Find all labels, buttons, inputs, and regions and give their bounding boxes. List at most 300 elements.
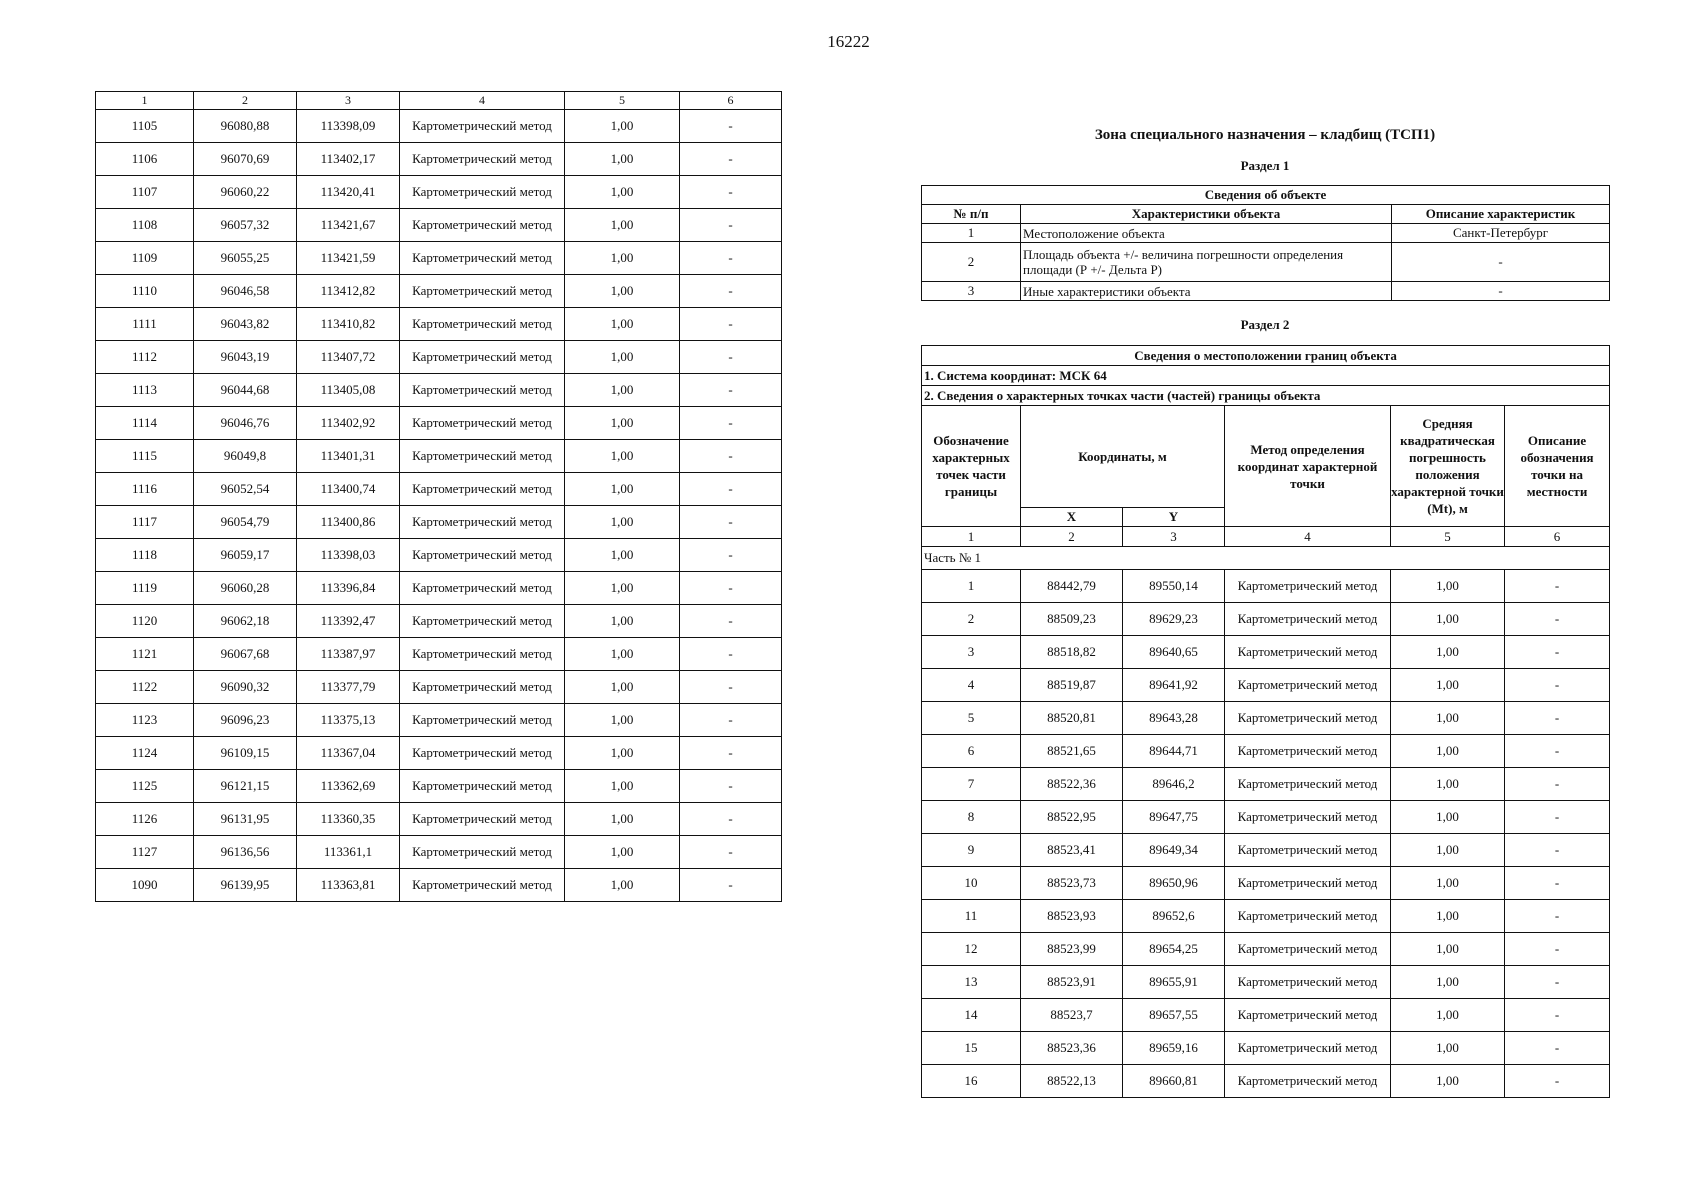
point-number: 1116 xyxy=(96,473,194,506)
method: Картометрический метод xyxy=(400,110,565,143)
error: 1,00 xyxy=(1391,900,1505,933)
method: Картометрический метод xyxy=(400,341,565,374)
description: - xyxy=(680,440,782,473)
coord-x: 96057,32 xyxy=(194,209,297,242)
error: 1,00 xyxy=(565,836,680,869)
error: 1,00 xyxy=(1391,966,1505,999)
coord-x: 96055,25 xyxy=(194,242,297,275)
coord-x: 96052,54 xyxy=(194,473,297,506)
error: 1,00 xyxy=(565,506,680,539)
coord-y: 89657,55 xyxy=(1123,999,1225,1032)
point-number: 7 xyxy=(922,768,1021,801)
coord-x: 88509,23 xyxy=(1021,603,1123,636)
points-title-row xyxy=(922,386,1610,406)
coord-y: 89644,71 xyxy=(1123,735,1225,768)
error: 1,00 xyxy=(565,869,680,902)
table-row xyxy=(922,702,1610,735)
table-row xyxy=(96,671,782,704)
error: 1,00 xyxy=(565,572,680,605)
coord-y: 89659,16 xyxy=(1123,1032,1225,1065)
point-number: 1121 xyxy=(96,638,194,671)
description: - xyxy=(680,770,782,803)
info-row xyxy=(922,282,1610,301)
coord-header-row xyxy=(922,406,1610,508)
description: - xyxy=(1505,669,1610,702)
coord-y: 113377,79 xyxy=(297,671,400,704)
coord-x: 88521,65 xyxy=(1021,735,1123,768)
method: Картометрический метод xyxy=(400,440,565,473)
point-number: 1125 xyxy=(96,770,194,803)
header-point: Обозначение характерных точек части границы xyxy=(922,406,1021,527)
coord-y: 89646,2 xyxy=(1123,768,1225,801)
coord-y: 113401,31 xyxy=(297,440,400,473)
error: 1,00 xyxy=(565,605,680,638)
error: 1,00 xyxy=(1391,603,1505,636)
coord-x: 88523,7 xyxy=(1021,999,1123,1032)
coord-y: 113402,92 xyxy=(297,407,400,440)
description: - xyxy=(680,209,782,242)
coord-x: 96059,17 xyxy=(194,539,297,572)
point-number: 3 xyxy=(922,636,1021,669)
point-number: 1112 xyxy=(96,341,194,374)
column-number: 1 xyxy=(96,92,194,110)
description: - xyxy=(680,737,782,770)
error: 1,00 xyxy=(565,638,680,671)
coord-y: 113420,41 xyxy=(297,176,400,209)
coord-y: 113405,08 xyxy=(297,374,400,407)
point-number: 1113 xyxy=(96,374,194,407)
info-header-characteristic: Характеристики объекта xyxy=(1021,205,1392,224)
method: Картометрический метод xyxy=(400,308,565,341)
description: - xyxy=(680,341,782,374)
method: Картометрический метод xyxy=(400,539,565,572)
description: - xyxy=(1505,1032,1610,1065)
header-error: Средняя квадратическая погрешность положения характерной точки (Mt), м xyxy=(1391,406,1505,527)
point-number: 1114 xyxy=(96,407,194,440)
table-row xyxy=(922,999,1610,1032)
coord-x: 96060,28 xyxy=(194,572,297,605)
coord-x: 96062,18 xyxy=(194,605,297,638)
table-row xyxy=(922,669,1610,702)
coord-x: 96067,68 xyxy=(194,638,297,671)
coord-table-title-row xyxy=(922,346,1610,366)
point-number: 11 xyxy=(922,900,1021,933)
description: - xyxy=(680,803,782,836)
coord-system-row xyxy=(922,366,1610,386)
coord-x: 96049,8 xyxy=(194,440,297,473)
point-number: 8 xyxy=(922,801,1021,834)
error: 1,00 xyxy=(565,209,680,242)
header-method: Метод определения координат характерной точки xyxy=(1225,406,1391,527)
method: Картометрический метод xyxy=(400,671,565,704)
description: - xyxy=(1505,603,1610,636)
description: - xyxy=(1505,900,1610,933)
coord-system: 1. Система координат: МСК 64 xyxy=(922,366,1610,386)
method: Картометрический метод xyxy=(400,770,565,803)
table-row xyxy=(96,209,782,242)
coord-y: 89650,96 xyxy=(1123,867,1225,900)
column-number: 3 xyxy=(297,92,400,110)
point-number: 1108 xyxy=(96,209,194,242)
description: - xyxy=(1505,636,1610,669)
coord-y: 113400,86 xyxy=(297,506,400,539)
point-number: 1107 xyxy=(96,176,194,209)
method: Картометрический метод xyxy=(1225,999,1391,1032)
coord-x: 88523,99 xyxy=(1021,933,1123,966)
table-row xyxy=(96,506,782,539)
coord-y: 113398,09 xyxy=(297,110,400,143)
coord-y: 89640,65 xyxy=(1123,636,1225,669)
coord-x: 96043,82 xyxy=(194,308,297,341)
header-x: X xyxy=(1021,507,1123,526)
column-number: 4 xyxy=(1225,527,1391,547)
coord-x: 96121,15 xyxy=(194,770,297,803)
description: - xyxy=(1505,570,1610,603)
table-row xyxy=(922,900,1610,933)
error: 1,00 xyxy=(565,176,680,209)
method: Картометрический метод xyxy=(1225,933,1391,966)
info-row-characteristic: Площадь объекта +/- величина погрешности определения площади (Р +/- Дельта Р) xyxy=(1021,243,1392,282)
column-number: 5 xyxy=(1391,527,1505,547)
info-table-header-row xyxy=(922,205,1610,224)
column-number: 2 xyxy=(1021,527,1123,547)
coord-y: 113398,03 xyxy=(297,539,400,572)
method: Картометрический метод xyxy=(1225,966,1391,999)
method: Картометрический метод xyxy=(400,803,565,836)
coord-y: 89643,28 xyxy=(1123,702,1225,735)
point-number: 14 xyxy=(922,999,1021,1032)
column-number: 5 xyxy=(565,92,680,110)
info-header-number: № п/п xyxy=(922,205,1021,224)
coord-x: 96043,19 xyxy=(194,341,297,374)
description: - xyxy=(680,374,782,407)
table-row xyxy=(96,473,782,506)
coord-x: 96090,32 xyxy=(194,671,297,704)
coord-y: 113396,84 xyxy=(297,572,400,605)
coord-y: 89654,25 xyxy=(1123,933,1225,966)
info-header-description: Описание характеристик xyxy=(1392,205,1610,224)
part-label-row xyxy=(922,547,1610,570)
coord-y: 113367,04 xyxy=(297,737,400,770)
info-table-title: Сведения об объекте xyxy=(922,186,1610,205)
description: - xyxy=(680,506,782,539)
method: Картометрический метод xyxy=(400,836,565,869)
error: 1,00 xyxy=(1391,636,1505,669)
info-row-description: - xyxy=(1392,243,1610,282)
point-number: 13 xyxy=(922,966,1021,999)
table-row xyxy=(922,1032,1610,1065)
point-number: 1109 xyxy=(96,242,194,275)
method: Картометрический метод xyxy=(400,407,565,440)
method: Картометрический метод xyxy=(1225,768,1391,801)
description: - xyxy=(1505,768,1610,801)
method: Картометрический метод xyxy=(1225,636,1391,669)
error: 1,00 xyxy=(565,110,680,143)
point-number: 1123 xyxy=(96,704,194,737)
error: 1,00 xyxy=(1391,1032,1505,1065)
table-row xyxy=(96,803,782,836)
page-number: 16222 xyxy=(827,32,870,51)
description: - xyxy=(1505,933,1610,966)
error: 1,00 xyxy=(1391,1065,1505,1098)
description: - xyxy=(680,704,782,737)
coord-x: 96136,56 xyxy=(194,836,297,869)
error: 1,00 xyxy=(1391,933,1505,966)
column-number: 6 xyxy=(1505,527,1610,547)
coord-y: 113421,59 xyxy=(297,242,400,275)
description: - xyxy=(1505,801,1610,834)
info-row-number: 2 xyxy=(922,243,1021,282)
zone-title: Зона специального назначения – кладбищ (ТСП1) xyxy=(1094,127,1436,143)
coord-x: 88523,73 xyxy=(1021,867,1123,900)
point-number: 1124 xyxy=(96,737,194,770)
error: 1,00 xyxy=(565,803,680,836)
coord-y: 89655,91 xyxy=(1123,966,1225,999)
error: 1,00 xyxy=(565,473,680,506)
description: - xyxy=(1505,834,1610,867)
table-row xyxy=(922,801,1610,834)
point-number: 4 xyxy=(922,669,1021,702)
coord-x: 96109,15 xyxy=(194,737,297,770)
description: - xyxy=(680,539,782,572)
description: - xyxy=(1505,735,1610,768)
method: Картометрический метод xyxy=(1225,702,1391,735)
coord-x: 88518,82 xyxy=(1021,636,1123,669)
table-row xyxy=(922,768,1610,801)
error: 1,00 xyxy=(1391,768,1505,801)
error: 1,00 xyxy=(1391,669,1505,702)
table-row xyxy=(96,110,782,143)
coord-y: 113392,47 xyxy=(297,605,400,638)
table-row xyxy=(96,539,782,572)
error: 1,00 xyxy=(565,407,680,440)
error: 1,00 xyxy=(565,341,680,374)
method: Картометрический метод xyxy=(400,572,565,605)
coord-y: 89660,81 xyxy=(1123,1065,1225,1098)
description: - xyxy=(1505,999,1610,1032)
point-number: 1127 xyxy=(96,836,194,869)
description: - xyxy=(1505,1065,1610,1098)
method: Картометрический метод xyxy=(1225,735,1391,768)
method: Картометрический метод xyxy=(400,869,565,902)
coord-x: 88522,13 xyxy=(1021,1065,1123,1098)
description: - xyxy=(1505,966,1610,999)
table-row xyxy=(96,704,782,737)
coord-y: 113387,97 xyxy=(297,638,400,671)
error: 1,00 xyxy=(565,275,680,308)
method: Картометрический метод xyxy=(1225,603,1391,636)
column-number: 1 xyxy=(922,527,1021,547)
table-row xyxy=(96,638,782,671)
info-row-description: - xyxy=(1392,282,1610,301)
table-row xyxy=(922,603,1610,636)
coord-y: 113363,81 xyxy=(297,869,400,902)
description: - xyxy=(680,671,782,704)
description: - xyxy=(680,572,782,605)
coord-y: 89652,6 xyxy=(1123,900,1225,933)
description: - xyxy=(680,143,782,176)
table-row xyxy=(922,834,1610,867)
point-number: 10 xyxy=(922,867,1021,900)
coord-x: 88523,36 xyxy=(1021,1032,1123,1065)
error: 1,00 xyxy=(1391,570,1505,603)
error: 1,00 xyxy=(565,308,680,341)
header-description: Описание обозначения точки на местности xyxy=(1505,406,1610,527)
coord-y: 113412,82 xyxy=(297,275,400,308)
table-row xyxy=(922,966,1610,999)
boundary-coordinates-table xyxy=(921,345,1610,1098)
description: - xyxy=(680,836,782,869)
method: Картометрический метод xyxy=(400,473,565,506)
point-number: 1105 xyxy=(96,110,194,143)
description: - xyxy=(1505,867,1610,900)
coord-x: 88522,36 xyxy=(1021,768,1123,801)
error: 1,00 xyxy=(1391,735,1505,768)
error: 1,00 xyxy=(1391,702,1505,735)
table-row xyxy=(922,735,1610,768)
column-number: 2 xyxy=(194,92,297,110)
coord-y: 89649,34 xyxy=(1123,834,1225,867)
point-number: 1119 xyxy=(96,572,194,605)
coord-y: 113410,82 xyxy=(297,308,400,341)
points-title: 2. Сведения о характерных точках части (частей) границы объекта xyxy=(922,386,1610,406)
coord-x: 96070,69 xyxy=(194,143,297,176)
description: - xyxy=(680,242,782,275)
table-row xyxy=(96,440,782,473)
coord-y: 89641,92 xyxy=(1123,669,1225,702)
column-number: 3 xyxy=(1123,527,1225,547)
info-row-characteristic: Местоположение объекта xyxy=(1021,224,1392,243)
error: 1,00 xyxy=(565,539,680,572)
coord-x: 88523,91 xyxy=(1021,966,1123,999)
coord-y: 113400,74 xyxy=(297,473,400,506)
point-number: 6 xyxy=(922,735,1021,768)
table-row xyxy=(96,143,782,176)
info-row-number: 3 xyxy=(922,282,1021,301)
left-coordinates-table xyxy=(95,91,782,902)
part-label: Часть № 1 xyxy=(922,547,1610,570)
table-row xyxy=(96,242,782,275)
point-number: 1 xyxy=(922,570,1021,603)
point-number: 1118 xyxy=(96,539,194,572)
coord-y: 113360,35 xyxy=(297,803,400,836)
coord-x: 88522,95 xyxy=(1021,801,1123,834)
info-table-title-row xyxy=(922,186,1610,205)
error: 1,00 xyxy=(565,143,680,176)
col-number-row xyxy=(922,527,1610,547)
coord-x: 96054,79 xyxy=(194,506,297,539)
point-number: 1115 xyxy=(96,440,194,473)
coord-x: 96131,95 xyxy=(194,803,297,836)
description: - xyxy=(1505,702,1610,735)
method: Картометрический метод xyxy=(1225,1065,1391,1098)
description: - xyxy=(680,605,782,638)
coord-x: 88523,41 xyxy=(1021,834,1123,867)
coord-y: 113362,69 xyxy=(297,770,400,803)
point-number: 1090 xyxy=(96,869,194,902)
coord-x: 96080,88 xyxy=(194,110,297,143)
error: 1,00 xyxy=(1391,999,1505,1032)
method: Картометрический метод xyxy=(400,638,565,671)
coord-y: 89550,14 xyxy=(1123,570,1225,603)
info-row-number: 1 xyxy=(922,224,1021,243)
section1-title: Раздел 1 xyxy=(1240,158,1290,173)
header-y: Y xyxy=(1123,507,1225,526)
coord-y: 113421,67 xyxy=(297,209,400,242)
error: 1,00 xyxy=(1391,801,1505,834)
method: Картометрический метод xyxy=(1225,801,1391,834)
description: - xyxy=(680,407,782,440)
method: Картометрический метод xyxy=(400,506,565,539)
object-info-table xyxy=(921,185,1610,301)
method: Картометрический метод xyxy=(400,143,565,176)
table-row xyxy=(96,308,782,341)
table-row xyxy=(922,1065,1610,1098)
table-row xyxy=(96,737,782,770)
point-number: 1117 xyxy=(96,506,194,539)
table-row xyxy=(96,605,782,638)
method: Картометрический метод xyxy=(1225,867,1391,900)
coord-x: 96139,95 xyxy=(194,869,297,902)
method: Картометрический метод xyxy=(400,374,565,407)
description: - xyxy=(680,176,782,209)
table-row xyxy=(922,933,1610,966)
header-coords: Координаты, м xyxy=(1021,406,1225,508)
error: 1,00 xyxy=(565,671,680,704)
error: 1,00 xyxy=(565,374,680,407)
coord-x: 88519,87 xyxy=(1021,669,1123,702)
table-row xyxy=(96,869,782,902)
point-number: 12 xyxy=(922,933,1021,966)
coord-x: 96096,23 xyxy=(194,704,297,737)
coord-y: 113375,13 xyxy=(297,704,400,737)
table-row xyxy=(96,572,782,605)
point-number: 1126 xyxy=(96,803,194,836)
point-number: 1106 xyxy=(96,143,194,176)
method: Картометрический метод xyxy=(400,176,565,209)
table-row xyxy=(96,836,782,869)
info-row-characteristic: Иные характеристики объекта xyxy=(1021,282,1392,301)
table-row xyxy=(922,867,1610,900)
coord-y: 89629,23 xyxy=(1123,603,1225,636)
error: 1,00 xyxy=(1391,867,1505,900)
table-row xyxy=(922,570,1610,603)
coord-x: 88442,79 xyxy=(1021,570,1123,603)
coord-table-title: Сведения о местоположении границ объекта xyxy=(922,346,1610,366)
coord-y: 89647,75 xyxy=(1123,801,1225,834)
info-row-description: Санкт-Петербург xyxy=(1392,224,1610,243)
table-row xyxy=(96,341,782,374)
coord-x: 96060,22 xyxy=(194,176,297,209)
error: 1,00 xyxy=(1391,834,1505,867)
description: - xyxy=(680,473,782,506)
method: Картометрический метод xyxy=(400,242,565,275)
point-number: 1120 xyxy=(96,605,194,638)
method: Картометрический метод xyxy=(1225,669,1391,702)
table-row xyxy=(96,374,782,407)
method: Картометрический метод xyxy=(400,209,565,242)
column-number: 4 xyxy=(400,92,565,110)
section2-title: Раздел 2 xyxy=(1240,317,1290,332)
error: 1,00 xyxy=(565,440,680,473)
error: 1,00 xyxy=(565,737,680,770)
coord-x: 96046,76 xyxy=(194,407,297,440)
point-number: 1111 xyxy=(96,308,194,341)
description: - xyxy=(680,638,782,671)
point-number: 5 xyxy=(922,702,1021,735)
table-row xyxy=(96,176,782,209)
table-row xyxy=(96,407,782,440)
